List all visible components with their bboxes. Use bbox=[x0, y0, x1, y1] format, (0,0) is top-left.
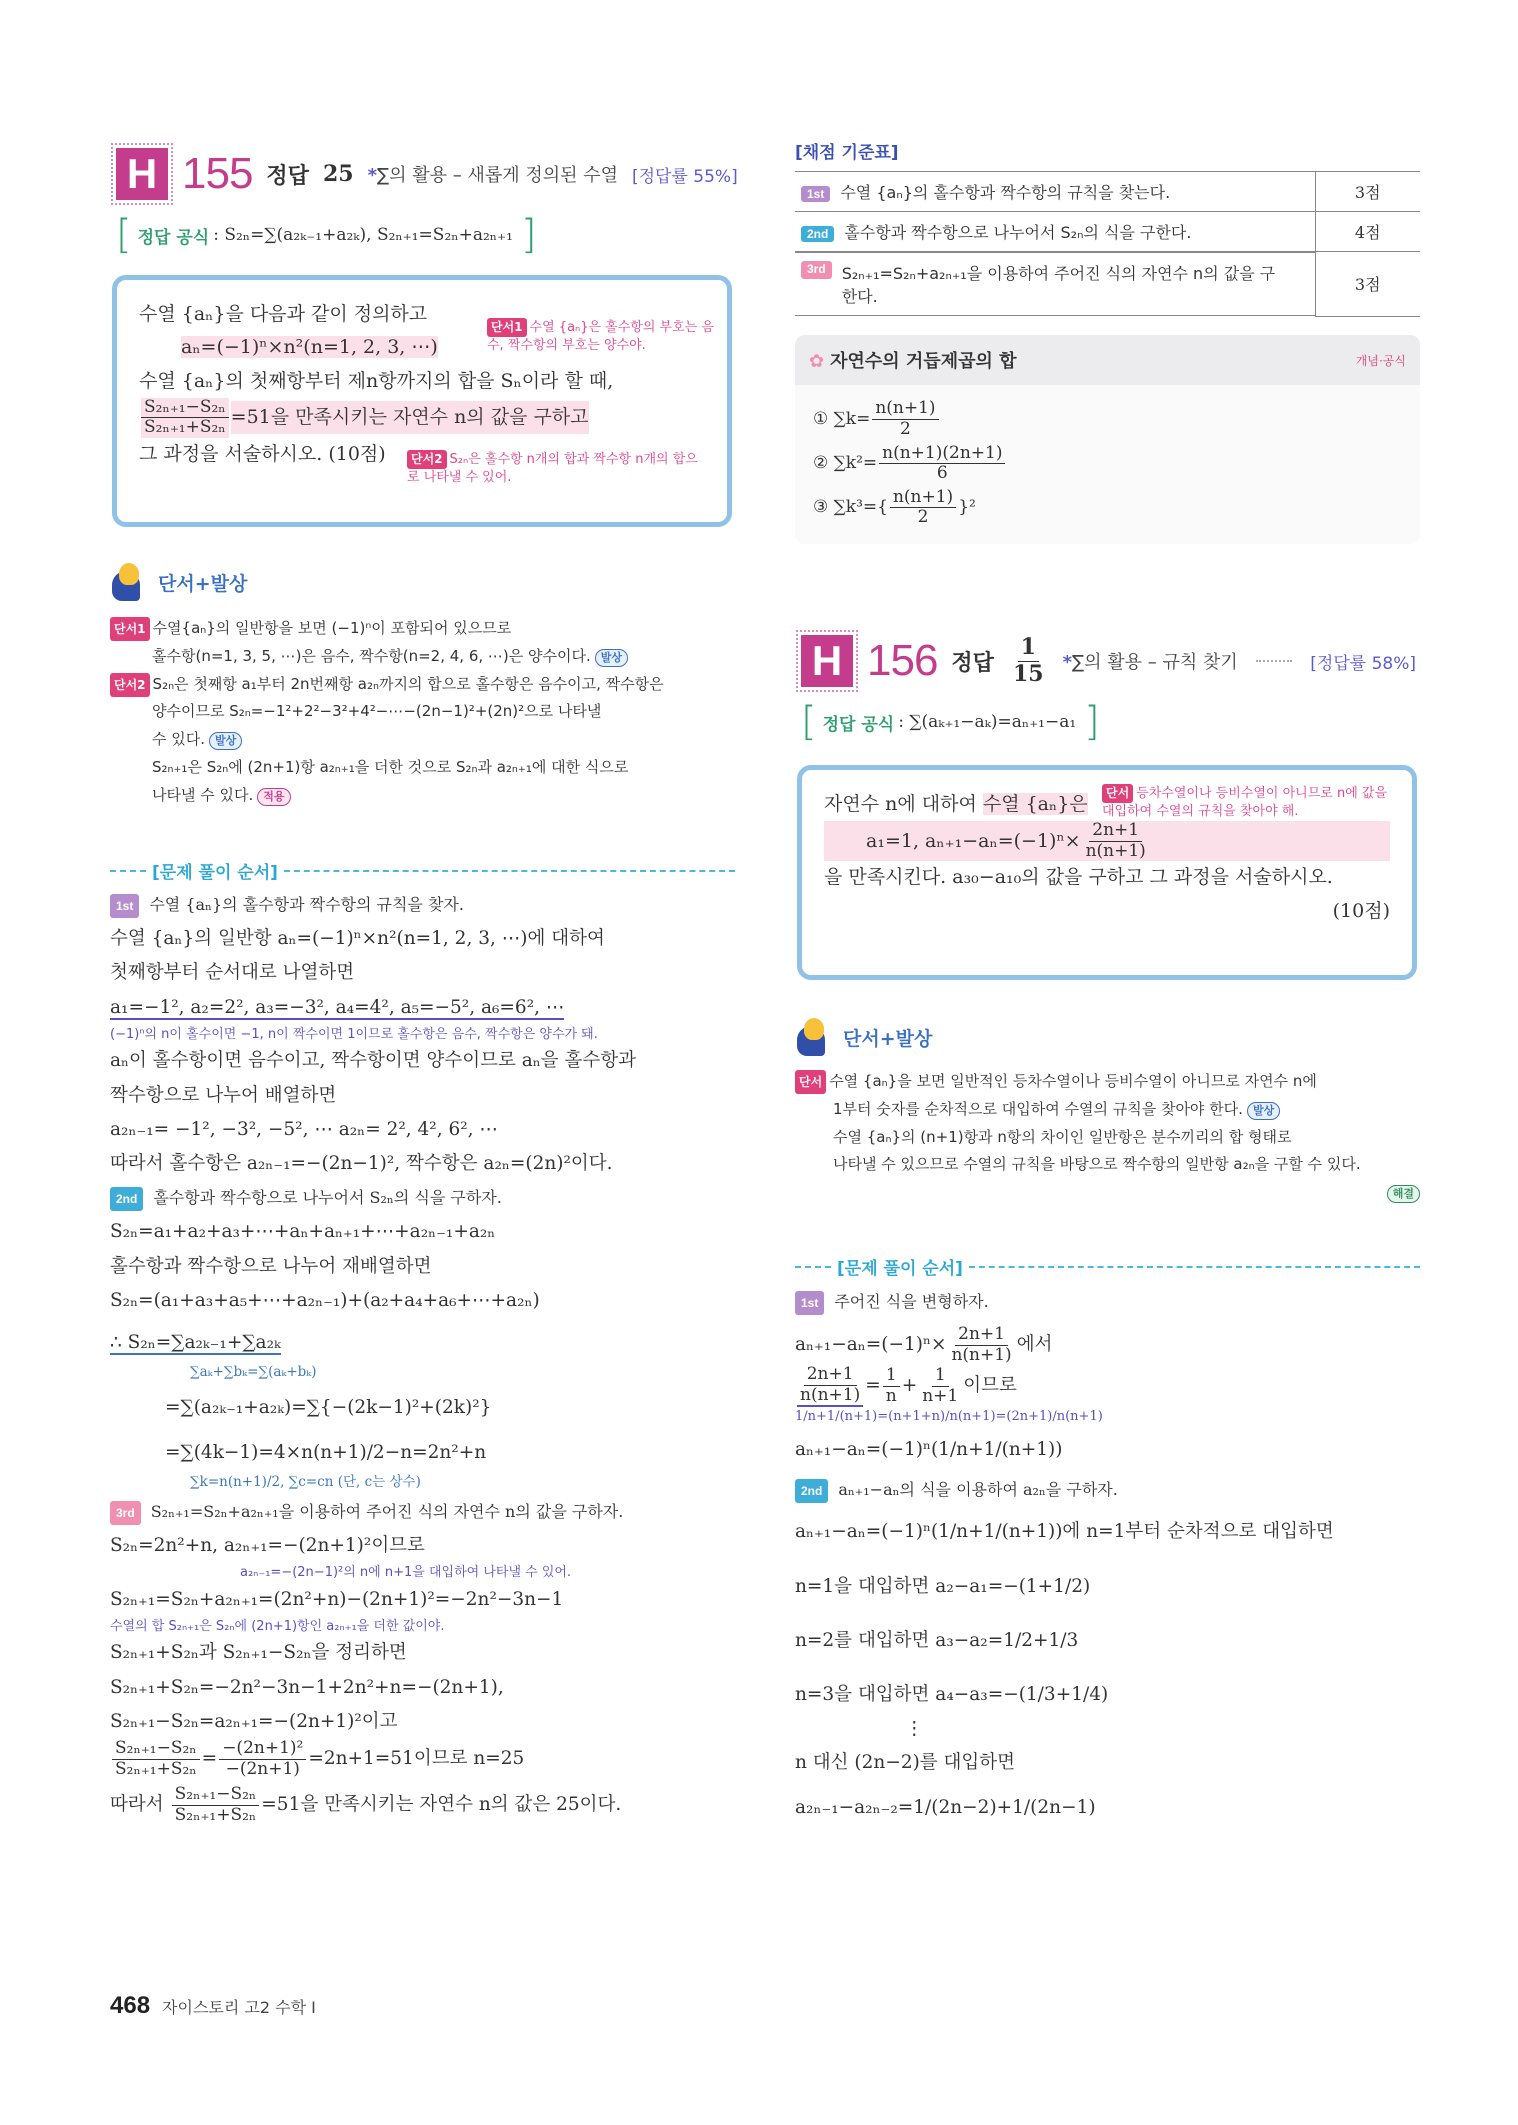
topic bbox=[368, 161, 618, 187]
formula-label: 정답 공식 bbox=[822, 714, 895, 735]
correct-rate: [정답률 55%] bbox=[632, 166, 738, 187]
chip-idea: 발상 bbox=[595, 649, 628, 667]
bracket-left-icon: [ bbox=[116, 212, 132, 258]
scoring-title: [채점 기준표] bbox=[795, 143, 899, 163]
idea-header bbox=[112, 563, 247, 601]
problem-line-1: 수열 {aₙ}을 다음과 같이 정의하고 bbox=[139, 303, 428, 325]
formula-label: 정답 공식 bbox=[137, 227, 210, 248]
bracket-left-icon: [ bbox=[801, 699, 817, 745]
formula-text: : ∑(aₖ₊₁−aₖ)=aₙ₊₁−a₁ bbox=[898, 712, 1077, 732]
bracket-right-icon: ] bbox=[1084, 699, 1100, 745]
problem-155-header bbox=[116, 148, 738, 200]
book-title: 자이스토리 고2 수학 I bbox=[162, 1998, 316, 2017]
hint: 단서 등차수열이나 등비수열이 아니므로 n에 값을 대입하여 수열의 규칙을 찾아야 해. bbox=[1102, 786, 1388, 820]
step-tag: 2nd bbox=[110, 1187, 143, 1211]
problem-definition: aₙ=(−1)ⁿ×n²(n=1, 2, 3, ⋯) bbox=[181, 336, 438, 359]
page-number: 468 bbox=[110, 1992, 151, 2019]
answer-formula bbox=[801, 699, 1100, 745]
table-row: 3rd S₂ₙ₊₁=S₂ₙ+a₂ₙ₊₁을 이용하여 주어진 식의 자연수 n의 값을 구한다. 3점 bbox=[795, 252, 1420, 317]
chip-idea: 발상 bbox=[209, 732, 242, 750]
clue-tag: 단서2 bbox=[110, 673, 150, 697]
answer-label: 정답 bbox=[266, 163, 309, 189]
table-row: 1st 수열 {aₙ}의 홀수항과 짝수항의 규칙을 찾는다. 3점 bbox=[795, 172, 1420, 212]
dotted-leader bbox=[1256, 660, 1293, 662]
answer-formula bbox=[116, 212, 537, 258]
concept-item: ③ ∑k³={ $\frac{n(n+1)}{2}$ }² bbox=[813, 486, 976, 528]
idea-body: 단서1 수열{aₙ}의 일반항을 보면 (−1)ⁿ이 포함되어 있으므로 홀수항(n=1, 3, 5, ⋯)은 음수, 짝수항(n=2, 4, 6, ⋯)은 양수이다. 발상 단서2 S₂ₙ은 첫째항 a₁부터 2n번째항 a₂ₙ까지의 합으로 홀수항은 음수이고, 짝수항은 양수이므로 S₂ₙ=−1²+2²−3²+4²−⋯−(2n−1)²+(2n)²으로 나타낼 수 있다. 발상 S₂ₙ₊₁은 S₂ₙ에 (2n+1)항 a₂ₙ₊₁을 더한 것으로 S₂ₙ과 a₂ₙ₊₁에 대한 식으로 나타낼 수 있다. 적용 bbox=[110, 615, 735, 809]
step-tag: 1st bbox=[110, 894, 139, 918]
solution-155: 1st 수열 {aₙ}의 홀수항과 짝수항의 규칙을 찾자. 수열 {aₙ}의 일반항 aₙ=(−1)ⁿ×n²(n=1, 2, 3, ⋯)에 대하여 첫째항부터 순서대로 나열하면 a₁=−1², a₂=2², a₃=−3², a₄=4², a₅=−5², a₆=6², ⋯ (−1)ⁿ의 n이 홀수이면 −1, n이 짝수이면 1이므로 홀수항은 음수, 짝수항은 양수가 돼. aₙ이 홀수항이면 음수이고, 짝수항이면 양수이므로 aₙ을 홀수항과 짝수항으로 나누어 배열하면 a₂ₙ₋₁= −1², −3², −5², ⋯ a₂ₙ= 2², 4², 6², ⋯ 따라서 홀수항은 a₂ₙ₋₁=−(2n−1)², 짝수항은 a₂ₙ=(2n)²이다. 2nd 홀수항과 짝수항으로 나누어서 S₂ₙ의 식을 구하자. S₂ₙ=a₁+a₂+a₃+⋯+aₙ+aₙ₊₁+⋯+a₂ₙ₋₁+a₂ₙ 홀수항과 짝수항으로 나누어 재배열하면 S₂ₙ=(a₁+a₃+a₅+⋯+a₂ₙ₋₁)+(a₂+a₄+a₆+⋯+a₂ₙ) ∴ S₂ₙ=∑a₂ₖ₋₁+∑a₂ₖ ∑aₖ+∑bₖ=∑(aₖ+bₖ) =∑(a₂ₖ₋₁+a₂ₖ)=∑{−(2k−1)²+(2k)²} =∑(4k−1)=4×n(n+1)/2−n=2n²+n ∑k=n(n+1)/2, ∑c=cn (단, c는 상수) 3rd S₂ₙ₊₁=S₂ₙ+a₂ₙ₊₁을 이용하여 주어진 식의 자연수 n의 값을 구하자. S₂ₙ=2n²+n, a₂ₙ₊₁=−(2n+1)²이므로 a₂ₙ₋₁=−(2n−1)²의 n에 n+1을 대입하여 나타낼 수 있어. S₂ₙ₊₁=S₂ₙ+a₂ₙ₊₁=(2n²+n)−(2n+1)²=−2n²−3n−1 수열의 합 S₂ₙ₊₁은 S₂ₙ에 (2n+1)항인 a₂ₙ₊₁을 더한 값이야. S₂ₙ₊₁+S₂ₙ과 S₂ₙ₊₁−S₂ₙ을 정리하면 S₂ₙ₊₁+S₂ₙ=−2n²−3n−1+2n²+n=−(2n+1), S₂ₙ₊₁−S₂ₙ=a₂ₙ₊₁=−(2n+1)²이고 $\frac{\text{S₂ₙ₊₁−S₂ₙ}}{\text{S₂ₙ₊₁+S₂ₙ}}$ = $\frac{\text{−(2n+1)²}}{-(2n+1)}$ =2n+1=51이므로 n=25 따라서 $\frac{\text{S₂ₙ₊₁−S₂ₙ}}{\text{S₂ₙ₊₁+S₂ₙ}}$ =51을 만족시키는 자연수 n의 값은 25이다. bbox=[110, 895, 637, 1825]
solution-order-header: [문제 풀이 순서] bbox=[110, 858, 735, 883]
hint-tag: 단서2 bbox=[407, 450, 447, 469]
concept-box: ✿ 자연수의 거듭제곱의 합 개념·공식 ① ∑k= $\frac{n(n+1)}{2}$ ② ∑k²= $\frac{n(n+1)(2n+1)}{6}$ ③ ∑k³={ $\frac{n(n+1)}{2}$ }² bbox=[795, 335, 1420, 544]
flower-icon: ✿ bbox=[809, 351, 825, 372]
star-icon: * bbox=[1062, 652, 1072, 673]
topic-text: ∑의 활용 – 새롭게 정의된 수열 bbox=[376, 165, 618, 186]
clue-tag: 단서1 bbox=[110, 617, 150, 641]
answer-label: 정답 bbox=[951, 650, 994, 676]
hint-1: 단서1 수열 {aₙ}은 홀수항의 부호는 음수, 짝수항의 부호는 양수야. bbox=[487, 320, 714, 354]
problem-number: 155 bbox=[182, 149, 253, 198]
h-level-badge: H bbox=[801, 635, 853, 687]
idea-header: 단서+발상 bbox=[797, 1018, 932, 1056]
problem-156-header bbox=[801, 635, 1416, 687]
lightbulb-head-icon bbox=[797, 1018, 831, 1056]
problem-line-5: 그 과정을 서술하시오. (10점) bbox=[139, 442, 386, 465]
solution-156: 1st 주어진 식을 변형하자. aₙ₊₁−aₙ=(−1)ⁿ× $\frac{2n+1}{n(n+1)}$ 에서 $\frac{2n+1}{n(n+1)}$ = $\frac{1}{n}$ + $\frac{1}{n+1}$ 이므로 1/n+1/(n+1)=(n+1+n)/n(n+1)=(2n+1)/n(n+1) aₙ₊₁−aₙ=(−1)ⁿ(1/n+1/(n+1)) 2nd aₙ₊₁−aₙ의 식을 이용하여 a₂ₙ을 구하자. aₙ₊₁−aₙ=(−1)ⁿ(1/n+1/(n+1))에 n=1부터 순차적으로 대입하면 n=1을 대입하면 a₂−a₁=−(1+1/2) n=2를 대입하면 a₃−a₂=1/2+1/3 n=3을 대입하면 a₄−a₃=−(1/3+1/4) ⋮ n 대신 (2n−2)를 대입하면 a₂ₙ₋₁−a₂ₙ₋₂=1/(2n−2)+1/(2n−1) bbox=[795, 1292, 1334, 1818]
concept-item: ② ∑k²= $\frac{n(n+1)(2n+1)}{6}$ bbox=[813, 441, 1402, 485]
hint-tag: 단서1 bbox=[487, 318, 527, 337]
problem-number: 156 bbox=[867, 636, 938, 685]
correct-rate: [정답률 58%] bbox=[1310, 653, 1416, 674]
lightbulb-head-icon bbox=[112, 563, 146, 601]
concept-item: ① ∑k= $\frac{n(n+1)}{2}$ bbox=[813, 397, 1402, 441]
problem-155-box bbox=[112, 275, 732, 527]
hint-2: 단서2 S₂ₙ은 홀수항 n개의 합과 짝수항 n개의 합으로 나타낼 수 있어. bbox=[407, 452, 698, 486]
formula-text: : S₂ₙ=∑(a₂ₖ₋₁+a₂ₖ), S₂ₙ₊₁=S₂ₙ+a₂ₙ₊₁ bbox=[213, 225, 513, 245]
problem-line-3: 수열 {aₙ}의 첫째항부터 제n항까지의 합을 Sₙ이라 할 때, bbox=[139, 369, 614, 392]
idea-title: 단서+발상 bbox=[158, 572, 248, 595]
answer-value: $\frac{1}{15}$ bbox=[1012, 634, 1044, 687]
scoring-table bbox=[795, 138, 1420, 317]
problem-condition: =51을 만족시키는 자연수 n의 값을 구하고 bbox=[231, 401, 589, 434]
idea-body: 단서 수열 {aₙ}을 보면 일반적인 등차수열이나 등비수열이 아니므로 자연수 n에 1부터 숫자를 순차적으로 대입하여 수열의 규칙을 찾아야 한다. 발상 수열 {aₙ}의 (n+1)항과 n항의 차이인 일반항은 분수끼리의 합 형태로 나타낼 수 있으므로 수열의 규칙을 바탕으로 짝수항의 일반항 a₂ₙ을 구할 수 있다. 해결 bbox=[795, 1068, 1420, 1207]
step-tag: 3rd bbox=[110, 1501, 141, 1525]
bracket-right-icon: ] bbox=[520, 212, 537, 258]
table-row: 2nd 홀수항과 짝수항으로 나누어서 S₂ₙ의 식을 구한다. 4점 bbox=[795, 212, 1420, 252]
problem-fraction: $\frac{\text{S₂ₙ₊₁−S₂ₙ}}{\text{S₂ₙ₊₁+S₂ₙ}}$ bbox=[141, 398, 229, 438]
star-icon: * bbox=[367, 165, 377, 186]
topic: *∑의 활용 – 규칙 찾기 bbox=[1062, 652, 1238, 673]
chip-apply: 적용 bbox=[257, 788, 290, 806]
answer-value: 25 bbox=[322, 161, 354, 187]
problem-156-box: 자연수 n에 대하여 수열 {aₙ}은 a₁=1, aₙ₊₁−aₙ=(−1)ⁿ× $\frac{2n+1}{n(n+1)}$ 을 만족시킨다. a₃₀−a₁₀의 값을 구하고 그 과정을 서술하시오. (10점) 단서 등차수열이나 등비수열이 아니므로 n에 값을 대입하여 수열의 규칙을 찾아야 해. bbox=[797, 765, 1417, 980]
page-footer bbox=[110, 1992, 316, 2020]
concept-tag: 개념·공식 bbox=[1355, 353, 1406, 368]
solution-order-header: [문제 풀이 순서] bbox=[795, 1254, 1420, 1279]
h-level-badge: H bbox=[116, 148, 168, 200]
